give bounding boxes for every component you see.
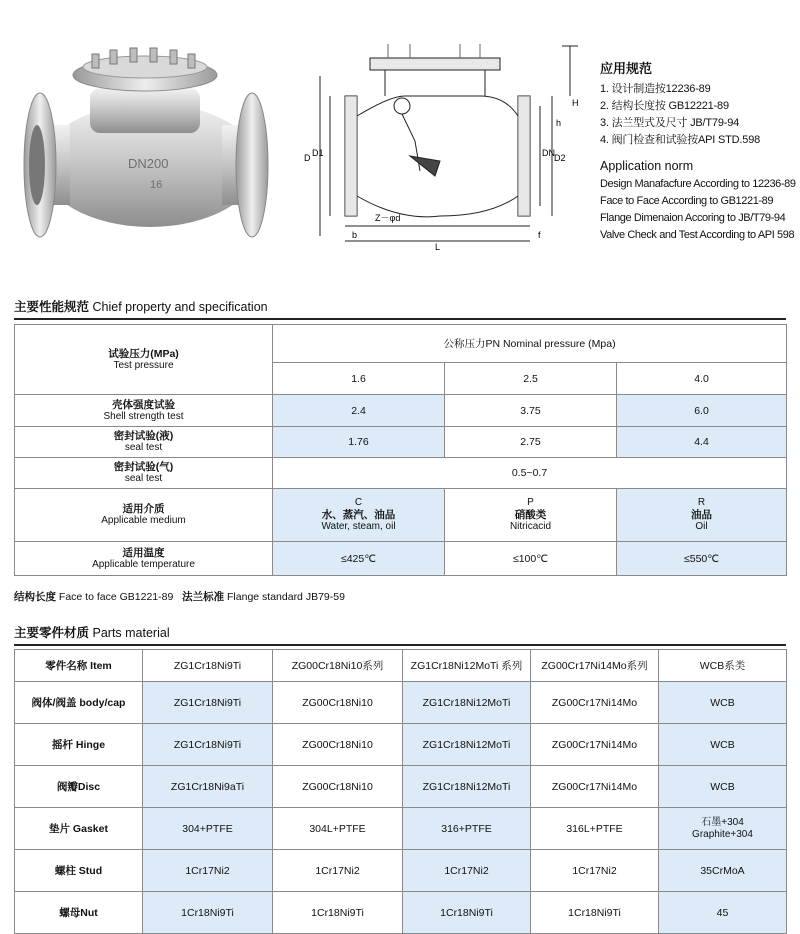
spec-table [14, 324, 787, 576]
part-cell: ZG00Cr17Ni14Mo [531, 682, 659, 724]
test-pressure-en: Test pressure [113, 359, 174, 371]
section-divider [14, 644, 786, 646]
photo-size-text: DN200 [128, 156, 169, 171]
medium-code: P [527, 497, 534, 508]
value-cell: 0.5~0.7 [273, 458, 787, 489]
row-label [15, 489, 273, 542]
parts-header: WCB系类 [659, 650, 787, 682]
row-label [15, 458, 273, 489]
part-item: 摇杆 Hinge [15, 724, 143, 766]
standards-note [14, 589, 345, 604]
norms-en-item: Design Manafacfure According to 12236-89 [600, 178, 796, 190]
seal-gas-zh: 密封试验(气) [113, 461, 174, 473]
valve-drawing [290, 36, 590, 256]
norms-en-title: Application norm [600, 159, 694, 173]
value-cell: ≤550℃ [617, 542, 787, 576]
medium-zh-name: 水、蒸汽、油品 [321, 509, 396, 521]
section-title-spec [14, 297, 268, 315]
part-cell: ZG1Cr18Ni9aTi [143, 766, 273, 808]
medium-zh: 适用介质 [122, 503, 165, 515]
medium-zh-name: 硝酸类 [514, 509, 547, 521]
section-title-parts [14, 623, 170, 641]
part-cell: ZG1Cr18Ni12MoTi [403, 682, 531, 724]
note-zh1: 结构长度 [14, 591, 56, 603]
parts-table [14, 649, 787, 934]
seal-liquid-zh: 密封试验(液) [113, 430, 174, 442]
part-cell: ZG00Cr17Ni14Mo [531, 724, 659, 766]
part-cell: ZG1Cr18Ni12MoTi [403, 724, 531, 766]
part-cell: 35CrMoA [659, 850, 787, 892]
part-cell: 316+PTFE [403, 808, 531, 850]
note-en1: Face to face GB1221-89 [58, 591, 174, 603]
part-cell: 45 [659, 892, 787, 934]
test-pressure-zh: 试验压力(MPa) [108, 347, 179, 360]
medium-en-name: Oil [695, 521, 708, 532]
dim-d: D [304, 153, 311, 163]
seal-liquid-en: seal test [124, 442, 163, 453]
valve-photo [10, 40, 290, 255]
norms-en-item: Valve Check and Test According to API 598 [600, 229, 795, 241]
part-cell: 1Cr18Ni9Ti [531, 892, 659, 934]
section-title-en: Chief property and specification [92, 300, 268, 314]
part-cell: ZG00Cr18Ni10 [273, 766, 403, 808]
medium-en: Applicable medium [101, 515, 186, 526]
norms-zh-item: 3. 法兰型式及尺寸 JB/T79-94 [600, 117, 740, 129]
value-cell: 2.4 [273, 395, 445, 427]
part-cell: 1Cr17Ni2 [403, 850, 531, 892]
medium-cell [617, 489, 787, 542]
part-cell: 1Cr17Ni2 [273, 850, 403, 892]
part-cell: ZG00Cr17Ni14Mo [531, 766, 659, 808]
note-zh2: 法兰标准 [182, 591, 225, 603]
value-cell: ≤425℃ [273, 542, 445, 576]
parts-header: 零件名称 Item [15, 650, 143, 682]
section-title-en: Parts material [92, 626, 170, 640]
norms-zh-item: 1. 设计制造按12236-89 [600, 83, 711, 95]
value-cell: ≤100℃ [445, 542, 617, 576]
parts-header: ZG00Cr17Ni14Mo系列 [531, 650, 659, 682]
part-cell [659, 808, 787, 850]
medium-code: R [697, 497, 706, 508]
part-cell: 1Cr18Ni9Ti [143, 892, 273, 934]
part-item: 垫片 Gasket [15, 808, 143, 850]
gasket-en: Graphite+304 [692, 828, 753, 840]
temp-zh: 适用温度 [122, 546, 165, 559]
parts-header: ZG00Cr18Ni10系列 [273, 650, 403, 682]
part-cell: WCB [659, 682, 787, 724]
part-item: 阀瓣Disc [15, 766, 143, 808]
value-cell: 4.4 [617, 427, 787, 458]
part-cell: WCB [659, 766, 787, 808]
value-cell: 3.75 [445, 395, 617, 427]
photo-pressure-text: 16 [150, 179, 163, 191]
dim-d2: D2 [554, 153, 566, 163]
section-divider [14, 318, 786, 320]
part-cell: 1Cr17Ni2 [531, 850, 659, 892]
part-cell: 304L+PTFE [273, 808, 403, 850]
part-cell: ZG00Cr18Ni10 [273, 724, 403, 766]
shell-zh: 壳体强度试验 [112, 398, 175, 411]
part-cell: 1Cr17Ni2 [143, 850, 273, 892]
part-cell: ZG1Cr18Ni9Ti [143, 682, 273, 724]
dim-h: H [572, 98, 579, 108]
part-cell: ZG1Cr18Ni12MoTi [403, 766, 531, 808]
dim-dn: DN [542, 148, 555, 158]
nominal-pressure-header: 公称压力PN Nominal pressure (Mpa) [273, 325, 787, 363]
part-item: 阀体/阀盖 body/cap [15, 682, 143, 724]
part-cell: ZG00Cr18Ni10 [273, 682, 403, 724]
row-label [15, 542, 273, 576]
medium-zh-name: 油品 [691, 509, 713, 521]
dim-b: b [352, 230, 358, 240]
temp-en: Applicable temperature [92, 558, 195, 570]
value-cell: 1.76 [273, 427, 445, 458]
row-label [15, 427, 273, 458]
norms-en-item: Flange Dimenaion Accoring to JB/T79-94 [600, 212, 786, 224]
part-item: 螺柱 Stud [15, 850, 143, 892]
medium-en-name: Water, steam, oil [321, 521, 396, 532]
pn-cell: 4.0 [617, 363, 787, 395]
norms-zh-title: 应用规范 [600, 61, 653, 76]
seal-gas-en: seal test [124, 473, 163, 484]
application-norms [600, 58, 795, 244]
medium-cell [273, 489, 445, 542]
gasket-zh: 石墨+304 [701, 816, 744, 828]
header-area [0, 0, 800, 270]
norms-en-item: Face to Face According to GB1221-89 [600, 195, 774, 207]
section-title-zh: 主要性能规范 [14, 300, 90, 314]
part-item: 螺母Nut [15, 892, 143, 934]
part-cell: 304+PTFE [143, 808, 273, 850]
part-cell: 316L+PTFE [531, 808, 659, 850]
dim-d1: D1 [312, 148, 324, 158]
test-pressure-header [15, 325, 273, 395]
row-label [15, 395, 273, 427]
parts-header: ZG1Cr18Ni12MoTi 系列 [403, 650, 531, 682]
dim-f: f [538, 230, 541, 240]
part-cell: 1Cr18Ni9Ti [273, 892, 403, 934]
note-en2: Flange standard JB79-59 [227, 591, 345, 603]
dim-h-small: h [556, 118, 562, 128]
dim-z: Z－φd [375, 213, 401, 223]
value-cell: 6.0 [617, 395, 787, 427]
dim-l: L [435, 242, 441, 252]
parts-header: ZG1Cr18Ni9Ti [143, 650, 273, 682]
value-cell: 2.75 [445, 427, 617, 458]
section-title-zh: 主要零件材质 [14, 626, 90, 640]
part-cell: WCB [659, 724, 787, 766]
pn-cell: 1.6 [273, 363, 445, 395]
pn-cell: 2.5 [445, 363, 617, 395]
norms-zh-item: 2. 结构长度按 GB12221-89 [600, 100, 729, 112]
shell-en: Shell strength test [103, 410, 184, 422]
medium-cell [445, 489, 617, 542]
medium-en-name: Nitricacid [509, 521, 552, 532]
norms-zh-item: 4. 阀门检查和试验按API STD.598 [600, 134, 761, 146]
part-cell: ZG1Cr18Ni9Ti [143, 724, 273, 766]
medium-code: C [354, 497, 363, 508]
part-cell: 1Cr18Ni9Ti [403, 892, 531, 934]
